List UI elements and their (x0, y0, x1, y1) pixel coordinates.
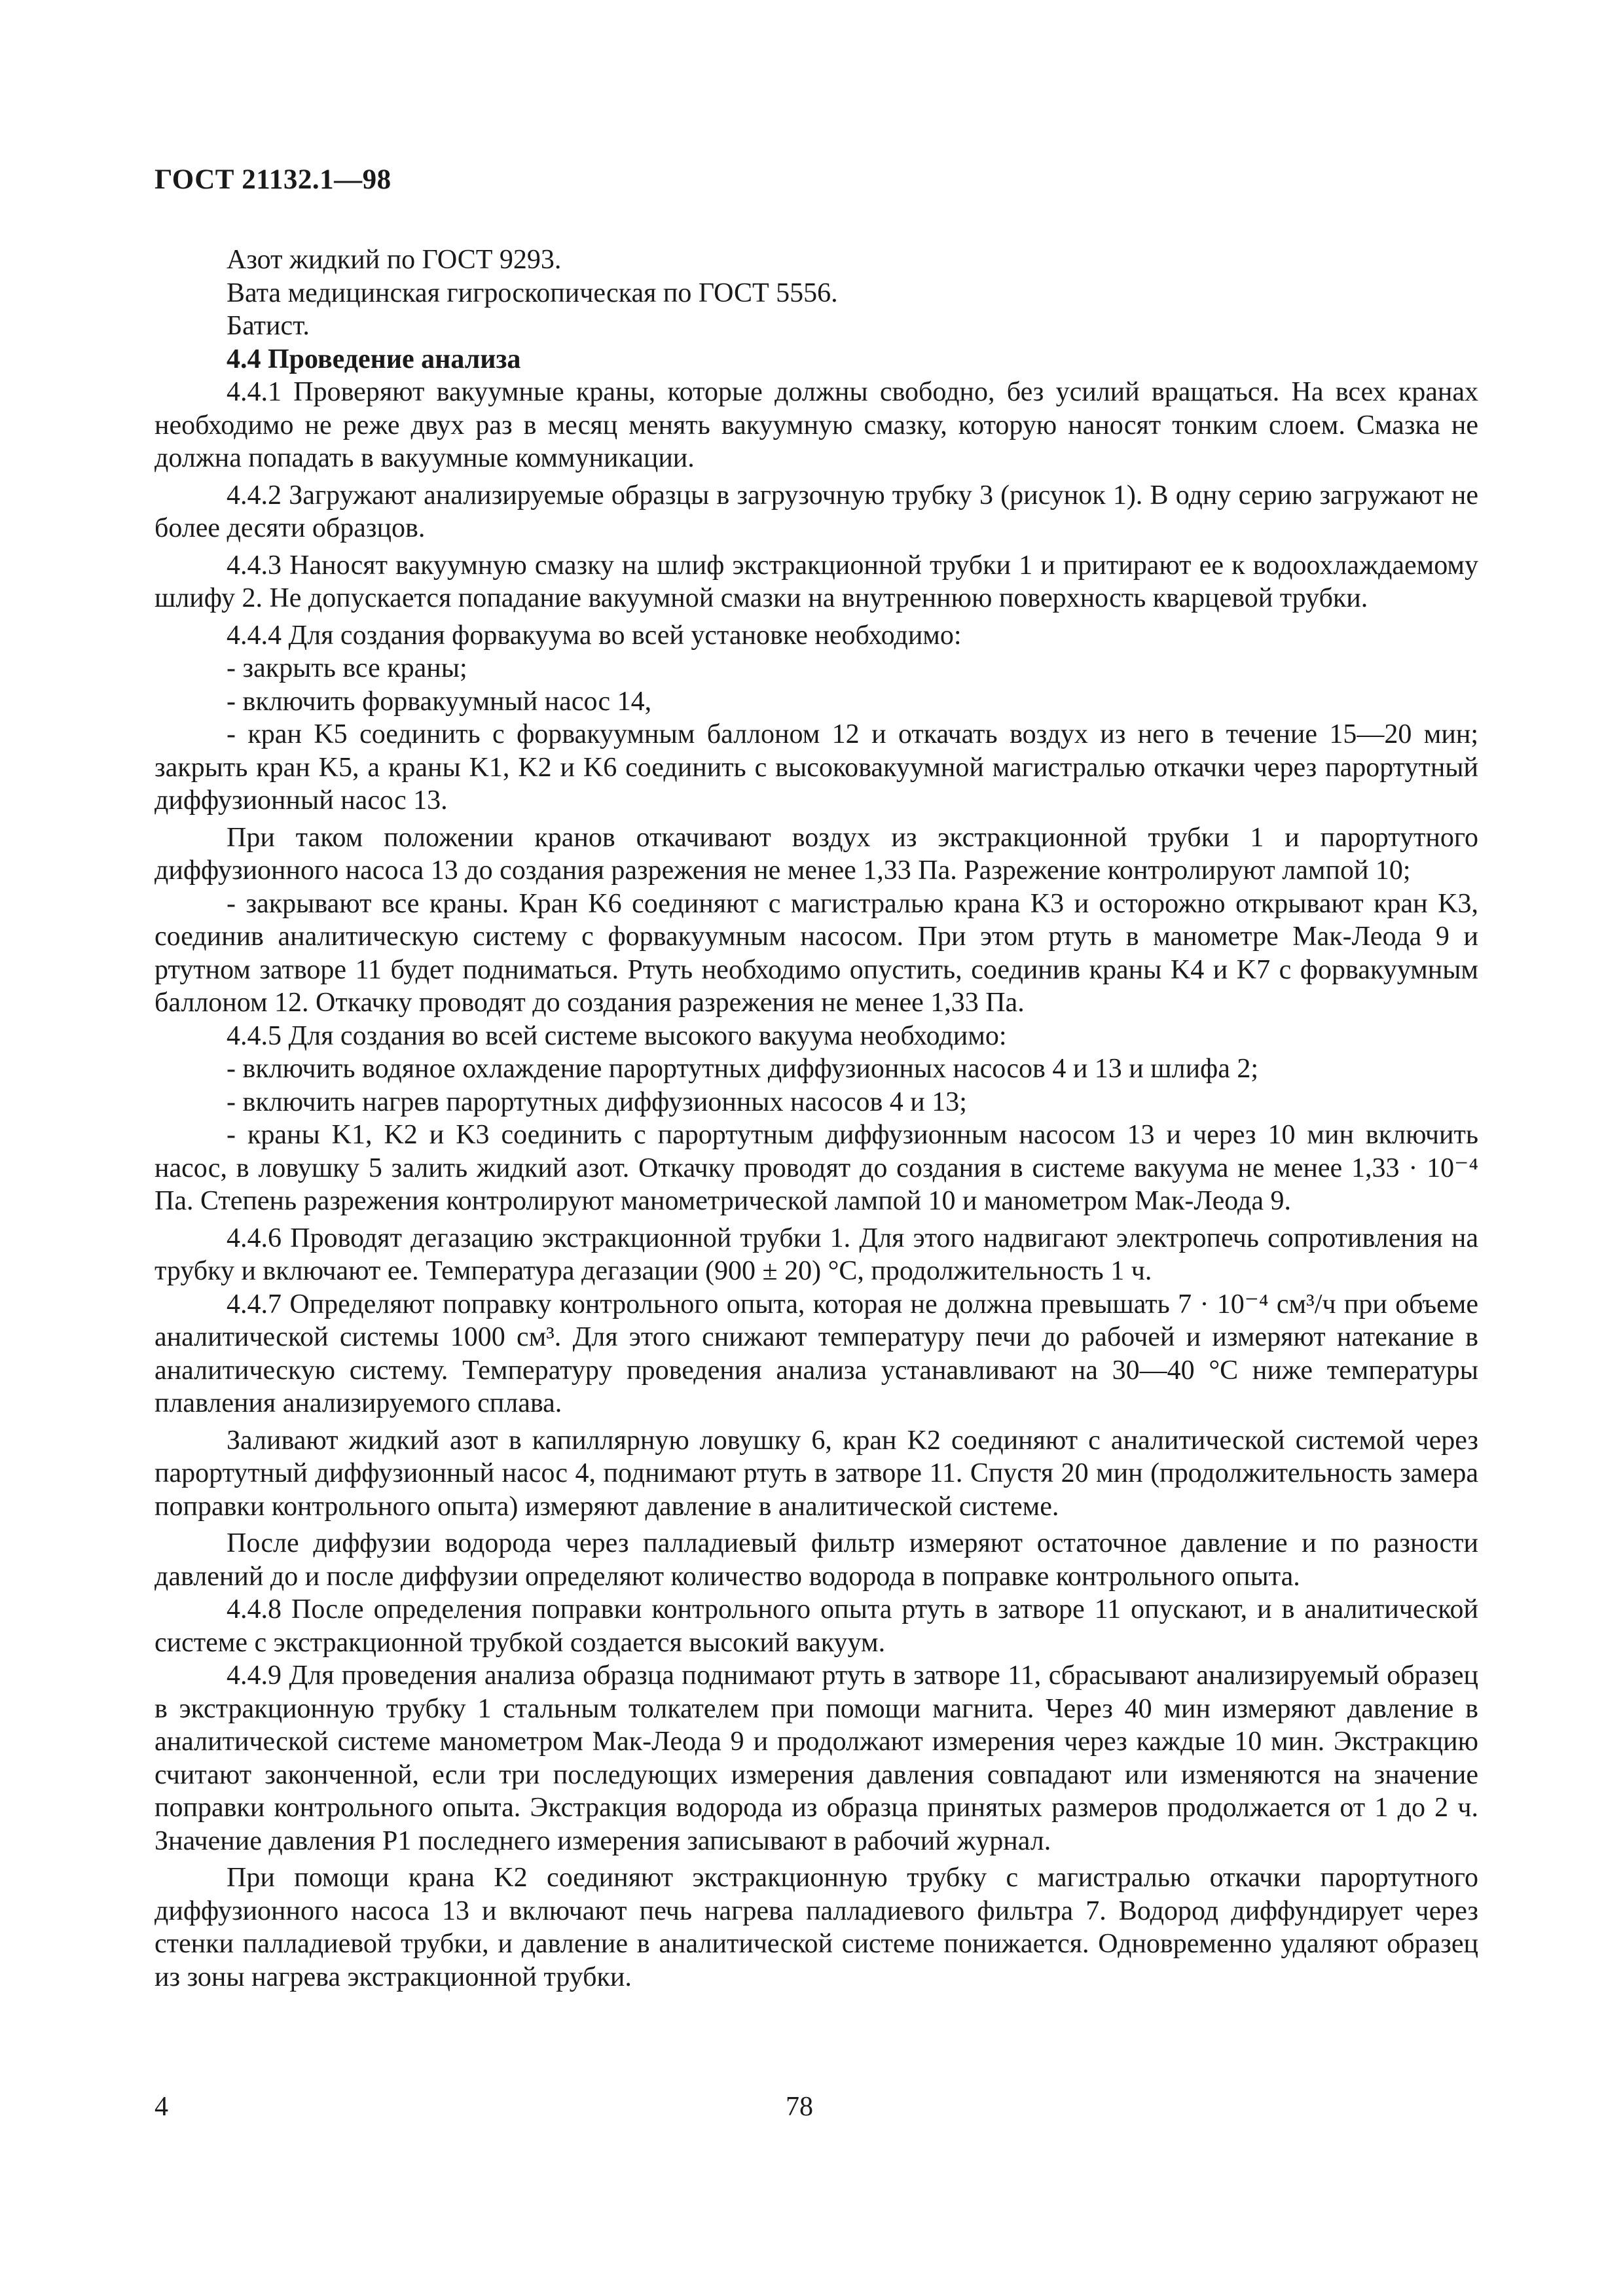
list-item: - включить водяное охлаждение парортутных диффузионных насосов 4 и 13 и шлифа 2; (227, 1054, 1259, 1084)
paragraph: 4.4.3 Наносят вакуумную смазку на шлиф экстракционной трубки 1 и притирают ее к водоохлаждаемому шлифу 2. Не допускается попадание вакуумной смазки на внутреннюю поверхность кварцевой трубки. (155, 550, 1478, 613)
list-item: - закрыть все краны; (227, 653, 467, 683)
paragraph: 4.4.8 После определения поправки контрольного опыта ртуть в затворе 11 опускают, и в аналитической системе с экстракционной трубкой создается высокий вакуум. (155, 1594, 1478, 1658)
paragraph: Батист. (227, 311, 310, 341)
list-item: - включить форвакуумный насос 14, (227, 686, 652, 717)
paragraph: Азот жидкий по ГОСТ 9293. (227, 245, 562, 275)
page-number-left: 4 (155, 2092, 168, 2122)
page-number-center: 78 (786, 2092, 813, 2122)
paragraph: После диффузии водорода через палладиевый фильтр измеряют остаточное давление и по разности давлений до и после диффузии определяют количество водорода в поправке контрольного опыта. (155, 1528, 1478, 1592)
paragraph: 4.4.4 Для создания форвакуума во всей установке необходимо: (227, 620, 962, 651)
paragraph: Вата медицинская гигроскопическая по ГОСТ 5556. (227, 278, 838, 308)
paragraph: 4.4.7 Определяют поправку контрольного опыта, которая не должна превышать 7 · 10⁻⁴ см³/ч при объеме аналитической системы 1000 см³. Для этого снижают температуру печи до рабочей и измеряют натекание в аналитическую систему. Температуру проведения анализа устанавливают на 30—40 °С ниже температуры плавления анализируемого сплава. (155, 1289, 1478, 1418)
paragraph: 4.4.1 Проверяют вакуумные краны, которые должны свободно, без усилий вращаться. На всех кранах необходимо не реже двух раз в месяц менять вакуумную смазку, которую наносят тонким слоем. Смазка не должна попадать в вакуумные коммуникации. (155, 377, 1478, 473)
paragraph: 4.4.2 Загружают анализируемые образцы в загрузочную трубку 3 (рисунок 1). В одну серию загружают не более десяти образцов. (155, 480, 1478, 543)
list-item: - краны K1, K2 и K3 соединить с парортутным диффузионным насосом 13 и через 10 мин включить насос, в ловушку 5 залить жидкий азот. Откачку проводят до создания в системе вакуума не менее 1,33 · 10⁻⁴ Па. Степень разрежения контролируют манометрической лампой 10 и манометром Мак-Леода 9. (155, 1120, 1478, 1216)
paragraph: 4.4.9 Для проведения анализа образца поднимают ртуть в затворе 11, сбрасывают анализируемый образец в экстракционную трубку 1 стальным толкателем при помощи магнита. Через 40 мин измеряют давление в аналитической системе манометром Мак-Леода 9 и продолжают измерения через каждые 10 мин. Экстракцию считают законченной, если три последующих измерения давления совпадают или изменяются на значение поправки контрольного опыта. Экстракция водорода из образца принятых размеров продолжается от 1 до 2 ч. Значение давления P1 последнего измерения записывают в рабочий журнал. (155, 1660, 1478, 1856)
paragraph: 4.4.5 Для создания во всей системе высокого вакуума необходимо: (227, 1020, 1007, 1051)
list-item: - кран K5 соединить с форвакуумным баллоном 12 и откачать воздух из него в течение 15—20 мин; закрыть кран K5, а краны K1, K2 и K6 соединить с высоковакуумной магистралью откачки через парортутный диффузионный насос 13. (155, 719, 1478, 816)
section-heading: 4.4 Проведение анализа (227, 344, 521, 374)
list-item: - закрывают все краны. Кран K6 соединяют с магистралью крана K3 и осторожно открывают кран K3, соединив аналитическую систему с форвакуумным насосом. При этом ртуть в манометре Мак-Леода 9 и ртутном затворе 11 будет подниматься. Ртуть необходимо опустить, соединив краны K4 и K7 с форвакуумным баллоном 12. Откачку проводят до создания разрежения не менее 1,33 Па. (155, 888, 1478, 1018)
paragraph: При таком положении кранов откачивают воздух из экстракционной трубки 1 и парортутного диффузионного насоса 13 до создания разрежения не менее 1,33 Па. Разрежение контролируют лампой 10; (155, 822, 1478, 886)
paragraph: При помощи крана K2 соединяют экстракционную трубку с магистралью откачки парортутного диффузионного насоса 13 и включают печь нагрева палладиевого фильтра 7. Водород диффундирует через стенки палладиевой трубки, и давление в аналитической системе понижается. Одновременно удаляют образец из зоны нагрева экстракционной трубки. (155, 1863, 1478, 1992)
document-body (155, 243, 1478, 1994)
document-header: ГОСТ 21132.1—98 (155, 164, 392, 195)
list-item: - включить нагрев парортутных диффузионных насосов 4 и 13; (227, 1086, 967, 1117)
paragraph: 4.4.6 Проводят дегазацию экстракционной трубки 1. Для этого надвигают электропечь сопротивления на трубку и включают ее. Температура дегазации (900 ± 20) °С, продолжительность 1 ч. (155, 1223, 1478, 1286)
paragraph: Заливают жидкий азот в капиллярную ловушку 6, кран K2 соединяют с аналитической системой через парортутный диффузионный насос 4, поднимают ртуть в затворе 11. Спустя 20 мин (продолжительность замера поправки контрольного опыта) измеряют давление в аналитической системе. (155, 1425, 1478, 1522)
